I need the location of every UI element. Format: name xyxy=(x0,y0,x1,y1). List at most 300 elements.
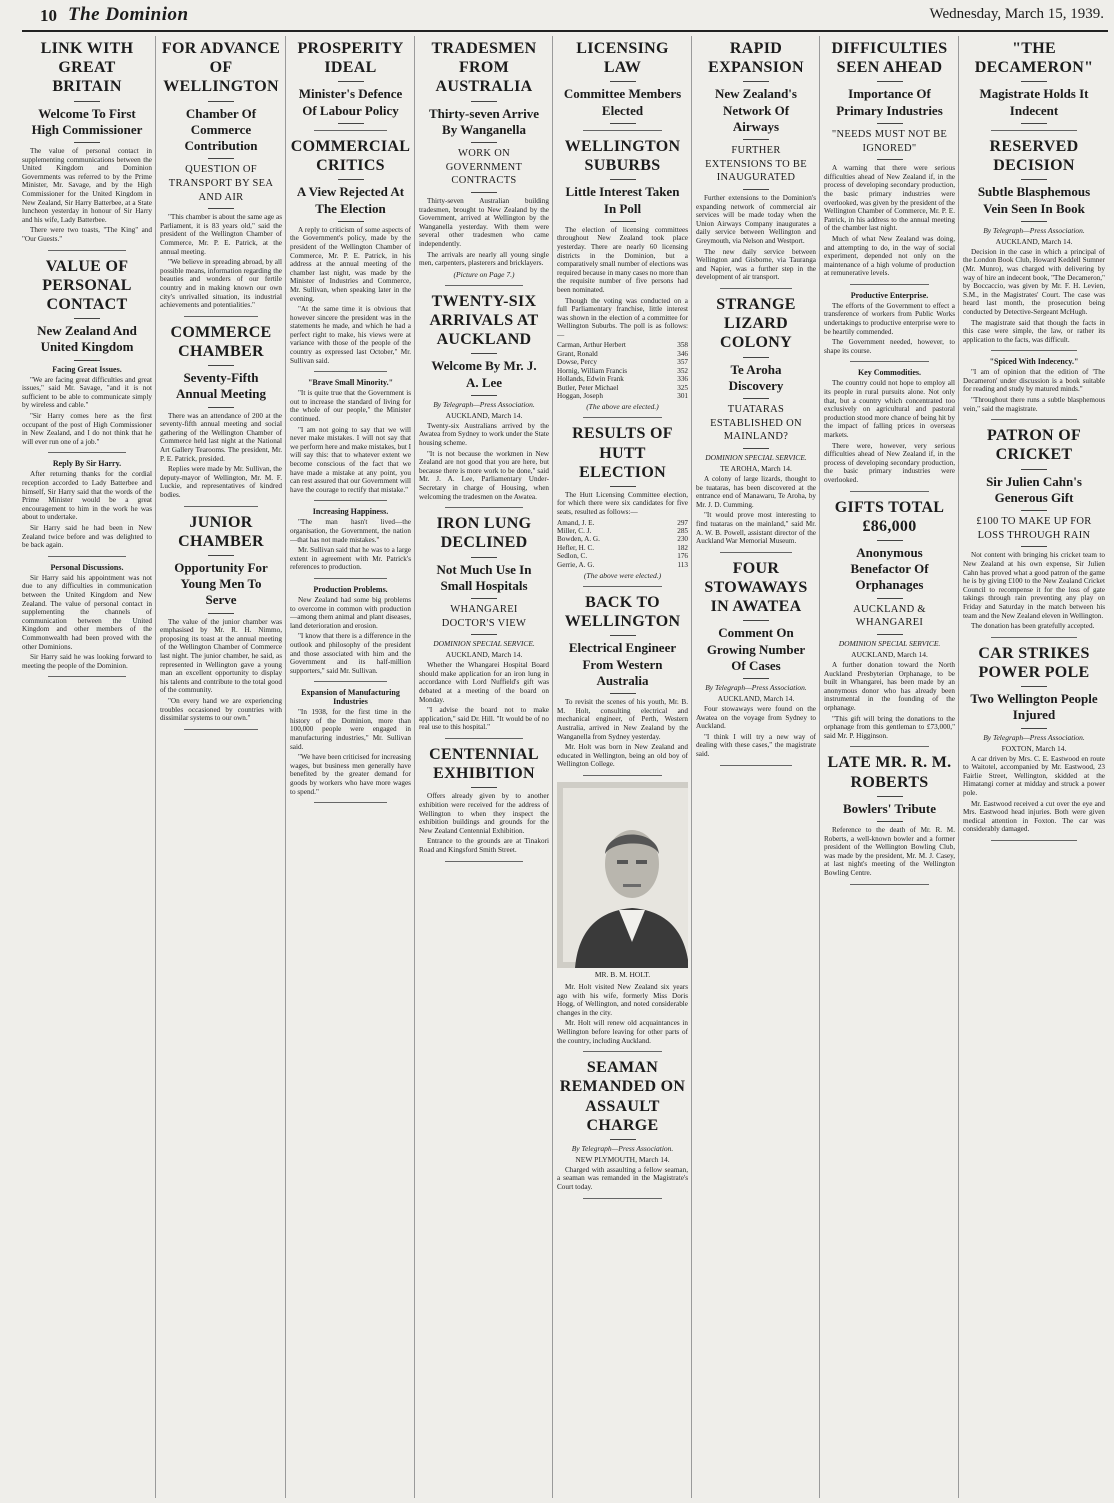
paragraph: The value of personal contact in supplementing communications between the United Kingdom and Dominion Governments was referred to by the Prime Minister, Mr. Savage, and by the High Commissioner for the United Kingdom in New Zealand, Sir Harry Batterbee, at a State luncheon yesterday in honour of Sir Harry and his wife, Lady Batterbee. xyxy=(22,147,152,224)
subheadline-dash xyxy=(1021,221,1047,222)
section-heading: Production Problems. xyxy=(313,584,388,594)
subheadline: Welcome By Mr. J. A. Lee xyxy=(431,358,537,390)
candidate-name: Sedlon, C. xyxy=(557,552,588,561)
paragraph: The election of licensing committees throughout New Zealand took place yesterday. There are nearly 60 licensing districts in the Dominion, but a comparatively small number of elections was required because in many cases no more than the requisite number of five persons had been nominated. xyxy=(557,225,688,294)
deck-dash xyxy=(743,448,769,449)
paragraph: "This gift will bring the donations to the orphanage from this gentleman to £73,000," said Mr. P. Higginson. xyxy=(824,714,955,740)
paragraph: "At the same time it is obvious that however sincere the president was in the statements he made, and which he had a perfect right to make, his views were at variance with those of the people of the country as expressed last October," Mr. Sullivan said. xyxy=(290,305,411,365)
paragraph: Though the voting was conducted on a full Parliamentary franchise, little interest was shown in the election of a committee for Wellington Suburbs. The poll is as follows:— xyxy=(557,296,688,339)
article-end-rule xyxy=(583,1198,662,1199)
candidate-votes: 301 xyxy=(677,391,688,400)
headline-dash xyxy=(743,620,769,621)
poll-row xyxy=(557,367,688,375)
candidate-votes: 113 xyxy=(677,560,688,569)
headline-dash xyxy=(610,486,636,487)
paragraph: "We have been criticised for increasing wages, but business men generally have benefited by the greater demand for goods by workers who have more wages to spend." xyxy=(290,753,411,796)
paragraph: After returning thanks for the cordial reception accorded to Lady Batterbee and himself, Sir Harry said that the words of the Prime Minister would be a great encouragement to him in the work he was about to undertake. xyxy=(22,470,152,522)
paragraph: "I think I will try a new way of dealing with these cases," the magistrate said. xyxy=(696,732,816,758)
section-heading: "Spiced With Indecency." xyxy=(989,357,1079,367)
article xyxy=(824,753,955,884)
paragraph: Not content with bringing his cricket team to New Zealand at his own expense, Sir Julien Cahn has proved what a good patron of the game he is by giving £100 to the New Zealand Cricket Council to recompense it for the loss of gate takings through rain preventing any play on Friday and Saturday in the match between his team and the New Zealand eleven in Wellington. xyxy=(963,551,1105,620)
headline: PROSPERITY IDEAL xyxy=(297,40,404,77)
section-heading: Personal Discussions. xyxy=(50,562,124,572)
headline: RAPID EXPANSION xyxy=(708,40,804,77)
article xyxy=(419,745,549,862)
headline-dash xyxy=(877,796,903,797)
headline: STRANGE LIZARD COLONY xyxy=(716,295,796,352)
headline: GIFTS TOTAL £86,000 xyxy=(834,498,945,535)
column-separator xyxy=(552,36,553,1498)
dateline: AUCKLAND, March 14. xyxy=(445,650,523,660)
article xyxy=(22,257,152,454)
candidate-name: Gerrie, A. G. xyxy=(557,560,595,569)
headline: LINK WITH GREAT BRITAIN xyxy=(40,40,134,96)
headline: "THE DECAMERON" xyxy=(974,40,1094,77)
candidate-votes: 176 xyxy=(677,552,688,561)
candidate-votes: 297 xyxy=(677,518,688,527)
paragraph: The magistrate said that though the facts in this case were simple, the law, or rather its application to the facts, was difficult. xyxy=(963,318,1105,344)
article-end-rule xyxy=(850,284,929,285)
headline-dash xyxy=(610,81,636,82)
article-end-rule xyxy=(48,676,126,677)
column-separator xyxy=(958,36,959,1498)
paragraph: The value of the junior chamber was emphasised by Mr. R. H. Nimmo, proposing its toast at the annual meeting of the Wellington Chamber of Commerce last night. The junior chamber, he said, as represented in Wellington gave a young man an excellent opportunity to display his talents and contribute to the total good of the community. xyxy=(160,617,282,695)
article-end-rule xyxy=(445,507,523,508)
subheadline-dash xyxy=(208,613,234,614)
deck-dash xyxy=(471,192,497,193)
article xyxy=(557,424,688,587)
section-heading: Key Commodities. xyxy=(857,368,922,378)
poll-row xyxy=(557,341,688,349)
article xyxy=(824,291,955,363)
subheadline-dash xyxy=(471,598,497,599)
paragraph: Mr. Holt will renew old acquaintances in Wellington before leaving for other parts of the country, including Auckland. xyxy=(557,1019,688,1045)
subheadline-dash xyxy=(208,158,234,159)
column-separator xyxy=(414,36,415,1498)
poll-note: (The above are elected.) xyxy=(586,402,659,412)
article-end-rule xyxy=(991,350,1076,351)
headline-dash xyxy=(74,101,100,102)
candidate-votes: 346 xyxy=(677,349,688,358)
candidate-name: Hornig, William Francis xyxy=(557,366,628,375)
article xyxy=(160,513,282,730)
subheadline: Electrical Engineer From Western Australia xyxy=(568,640,677,688)
paragraph: There were two toasts, "The King" and "Our Guests." xyxy=(22,226,152,243)
paragraph: Entrance to the grounds are at Tinakori Road and Kingsford Smith Street. xyxy=(419,837,549,854)
article-end-rule xyxy=(445,285,523,286)
article-end-rule xyxy=(445,861,523,862)
paragraph: Four stowaways were found on the Awatea on the voyage from Sydney to Auckland. xyxy=(696,705,816,731)
paragraph: "This chamber is about the same age as Parliament, it is 83 years old," said the president of the Wellington Chamber of Commerce, Mr. P. E. Patrick, at the annual meeting. xyxy=(160,213,282,256)
headline-dash xyxy=(338,179,364,180)
dateline: NEW PLYMOUTH, March 14. xyxy=(575,1154,670,1164)
headline: COMMERCIAL CRITICS xyxy=(290,137,411,175)
subheadline: New Zealand's Network Of Airways xyxy=(715,86,797,134)
subheadline-dash xyxy=(877,123,903,124)
deck-dash xyxy=(743,189,769,190)
headline: FOR ADVANCE OF WELLINGTON xyxy=(161,40,281,96)
headline-dash xyxy=(1021,81,1047,82)
issue-date: Wednesday, March 15, 1939. xyxy=(929,6,1104,22)
byline: By Telegraph—Press Association. xyxy=(983,732,1085,742)
candidate-name: Hefler, H. C. xyxy=(557,543,595,552)
paragraph: The arrivals are nearly all young single men, carpenters, plasterers and bricklayers. xyxy=(419,250,549,268)
dateline: AUCKLAND, March 14. xyxy=(995,236,1073,246)
subheadline: Not Much Use In Small Hospitals xyxy=(436,561,532,593)
headline: RESULTS OF HUTT ELECTION xyxy=(572,425,673,481)
subheadline: New Zealand And United Kingdom xyxy=(37,323,137,355)
subheadline: Importance Of Primary Industries xyxy=(836,86,943,118)
candidate-name: Hoggan, Joseph xyxy=(557,391,603,400)
poll-row xyxy=(557,552,688,560)
column-7 xyxy=(824,36,955,1498)
paragraph: Sir Harry said his appointment was not due to any difficulties in communication between the United Kingdom and New Zealand. The value of personal contact in supplementing the channels of communication between the United Kingdom and other members of the Commonwealth had been proved with the other Dominions. xyxy=(22,573,152,651)
deck: QUESTION OF TRANSPORT BY SEA AND AIR xyxy=(168,164,274,203)
paragraph: Mr. Eastwood received a cut over the eye and Mrs. Eastwood head injuries. Both were given medical attention in Foxton. The car was considerably damaged. xyxy=(963,799,1105,834)
subheadline-dash xyxy=(743,139,769,140)
article xyxy=(824,368,955,491)
subheadline: Anonymous Benefactor Of Orphanages xyxy=(850,544,929,593)
headline-dash xyxy=(208,101,234,102)
newspaper-name: The Dominion xyxy=(68,4,189,25)
candidate-votes: 230 xyxy=(677,535,688,544)
deck: "NEEDS MUST NOT BE IGNORED" xyxy=(831,128,948,154)
article-end-rule xyxy=(850,491,929,492)
column-2 xyxy=(160,36,282,1498)
headline-dash xyxy=(743,81,769,82)
paragraph: "I advise the board not to make application," said Dr. Hill. "It would be of no real use to this hospital." xyxy=(419,706,549,732)
byline: DOMINION SPECIAL SERVICE. xyxy=(838,638,941,648)
column-separator xyxy=(155,36,156,1498)
paragraph: A further donation toward the North Auckland Presbyterian Orphanage, to be built in Whangarei, has been made by an anonymous donor who has already been instrumental in the founding of the orphanage. xyxy=(824,660,955,712)
deck: TUATARAS ESTABLISHED ON MAINLAND? xyxy=(710,404,802,443)
deck: WORK ON GOVERNMENT CONTRACTS xyxy=(445,148,523,187)
candidate-name: Dowse, Percy xyxy=(557,358,597,367)
candidate-name: Miller, C. J. xyxy=(557,527,592,536)
dateline: AUCKLAND, March 14. xyxy=(445,410,523,420)
candidate-votes: 325 xyxy=(677,383,688,392)
paragraph: "Sir Harry comes here as the first occupant of the post of High Commissioner in New Zealand, and I do not think that he will ever run one of a job." xyxy=(22,412,152,446)
paragraph: A warning that there were serious difficulties ahead of New Zealand if, in the process of developing secondary production, the basic primary industries were overlooked, was given by the president of the Wellington Chamber of Commerce, Mr. P. E. Patrick, in his address to the annual meeting of the chamber last night. xyxy=(824,164,955,233)
subheadline: Thirty-seven Arrive By Wanganella xyxy=(428,105,540,137)
subheadline-dash xyxy=(610,693,636,694)
deck: AUCKLAND & WHANGAREI xyxy=(853,603,926,629)
page-number: 10 xyxy=(40,6,57,25)
paragraph: Mr. Holt visited New Zealand six years ago with his wife, formerly Miss Doris Hogg, of Wellington, and noted considerable changes in the city. xyxy=(557,982,688,1017)
paragraph: "I am of opinion that the edition of 'The Decameron' under discussion is a book suitable for reading and study by matured minds." xyxy=(963,368,1105,394)
article xyxy=(824,498,955,748)
candidate-votes: 358 xyxy=(677,341,688,350)
poll-row xyxy=(557,375,688,383)
subheadline-dash xyxy=(74,142,100,143)
candidate-name: Amand, J. E. xyxy=(557,518,595,527)
article xyxy=(419,514,549,739)
section-heading: Increasing Happiness. xyxy=(312,507,389,517)
headline-dash xyxy=(743,357,769,358)
subheadline: Welcome To First High Commissioner xyxy=(31,105,143,137)
subheadline: Seventy-Fifth Annual Meeting xyxy=(176,370,266,402)
candidate-name: Hollands, Edwin Frank xyxy=(557,375,624,384)
dateline: FOXTON, March 14. xyxy=(1001,743,1067,753)
article xyxy=(963,39,1105,131)
article xyxy=(557,1058,688,1199)
deck-dash xyxy=(471,634,497,635)
subheadline-dash xyxy=(610,123,636,124)
portrait-photo xyxy=(557,782,688,968)
headline-dash xyxy=(471,353,497,354)
poll-row xyxy=(557,544,688,552)
poll-note: (The above were elected.) xyxy=(583,571,662,581)
article xyxy=(290,688,411,803)
article-end-rule xyxy=(720,765,792,766)
article xyxy=(22,39,152,251)
picture-note: (Picture on Page 7.) xyxy=(453,269,515,279)
poll-row xyxy=(557,561,688,569)
subheadline-dash xyxy=(1021,123,1047,124)
section-heading: Expansion of Manufacturing Industries xyxy=(301,688,400,707)
paragraph: The donation has been gratefully accepted. xyxy=(971,622,1095,631)
deck: FURTHER EXTENSIONS TO BE INAUGURATED xyxy=(705,145,807,184)
paragraph: There were, however, very serious difficulties ahead of New Zealand if, in the process of developing secondary production, the basic primary industries were overlooked. xyxy=(824,441,955,484)
headline: LATE MR. R. M. ROBERTS xyxy=(827,754,952,791)
headline: CAR STRIKES POWER POLE xyxy=(978,644,1090,681)
subheadline-dash xyxy=(338,221,364,222)
deck: £100 TO MAKE UP FOR LOSS THROUGH RAIN xyxy=(976,516,1092,541)
poll-row xyxy=(557,519,688,527)
article-end-rule xyxy=(184,506,257,507)
subheadline-dash xyxy=(743,398,769,399)
subheadline-dash xyxy=(471,142,497,143)
paragraph: The country could not hope to employ all its people in rural pursuits alone. Not only that, but a country which concentrated too exclusively on agricultural and pastoral production stood more chance of being hit by the impact of falling prices in overseas markets. xyxy=(824,379,955,439)
article-end-rule xyxy=(48,556,126,557)
subheadline-dash xyxy=(610,221,636,222)
article-end-rule xyxy=(314,802,387,803)
article xyxy=(290,137,411,372)
poll-row xyxy=(557,384,688,392)
subheadline-dash xyxy=(338,123,364,124)
article xyxy=(22,563,152,678)
paragraph: There was an attendance of 200 at the seventy-fifth annual meeting and social gathering of the Wellington Chamber of Commerce held last night at the National Art Gallery Tearooms. The president, Mr. P. E. Patrick, presided. xyxy=(160,411,282,463)
byline: By Telegraph—Press Association. xyxy=(983,225,1085,235)
column-separator xyxy=(819,36,820,1498)
headline-dash xyxy=(1021,686,1047,687)
article xyxy=(557,137,688,418)
subheadline: Te Aroha Discovery xyxy=(728,361,784,393)
candidate-votes: 336 xyxy=(677,375,688,384)
subheadline: Two Wellington People Injured xyxy=(970,691,1098,723)
article-end-rule xyxy=(850,746,929,747)
article xyxy=(963,357,1105,420)
article xyxy=(290,378,411,501)
headline: SEAMAN REMANDED ON ASSAULT CHARGE xyxy=(559,1059,686,1134)
paragraph: "The man hasn't lived—the organisation, the Government, the nation—that has not made mistakes." xyxy=(290,518,411,544)
headline: COMMERCE CHAMBER xyxy=(170,323,272,360)
paragraph: "Throughout there runs a subtle blasphemous vein," said the magistrate. xyxy=(963,396,1105,413)
masthead-rule xyxy=(22,30,1108,32)
subheadline: Chamber Of Commerce Contribution xyxy=(184,105,258,154)
article-end-rule xyxy=(583,586,662,587)
byline: By Telegraph—Press Association. xyxy=(433,399,535,409)
article-end-rule xyxy=(583,1051,662,1052)
paragraph: Twenty-six Australians arrived by the Awatea from Sydney to work under the State housing scheme. xyxy=(419,421,549,447)
candidate-name: Butler, Peter Michael xyxy=(557,383,619,392)
headline: IRON LUNG DECLINED xyxy=(436,515,532,552)
article xyxy=(696,295,816,553)
paragraph: Much of what New Zealand was doing, and attempting to do, in the way of social experiment, depended not only on the maintenance of a high volume of production at remunerative levels. xyxy=(824,234,955,278)
candidate-votes: 357 xyxy=(677,358,688,367)
article xyxy=(419,292,549,508)
article-end-rule xyxy=(314,578,387,579)
headline: RESERVED DECISION xyxy=(989,137,1079,175)
article xyxy=(557,39,688,131)
subheadline-dash xyxy=(74,360,100,361)
headline: CENTENNIAL EXHIBITION xyxy=(429,746,539,783)
byline: By Telegraph—Press Association. xyxy=(705,683,807,693)
column-separator xyxy=(691,36,692,1498)
deck: WHANGAREI DOCTOR'S VIEW xyxy=(441,604,527,629)
subheadline: Subtle Blasphemous Vein Seen In Book xyxy=(977,184,1091,216)
paragraph: To revisit the scenes of his youth, Mr. B. M. Holt, consulting electrical and mechanical engineer, of Perth, Western Australia, arrived in New Zealand by the Wanganella from Sydney yesterday. xyxy=(557,698,688,741)
deck-dash xyxy=(877,159,903,160)
subheadline-dash xyxy=(1021,728,1047,729)
paragraph: "In 1938, for the first time in the history of the Dominion, more than 100,000 people were engaged in manufacturing industries," Mr. Sullivan said. xyxy=(290,708,411,751)
headline: WELLINGTON SUBURBS xyxy=(564,137,681,175)
article-end-rule xyxy=(991,637,1076,638)
article-end-rule xyxy=(850,361,929,362)
paragraph: Reference to the death of Mr. R. M. Roberts, a well-known bowler and a former president of the Wellington Bowling Club, was made by the president, Mr. M. J. Casey, at last night's meeting of the Wellington Bowling Centre. xyxy=(824,825,955,877)
article-end-rule xyxy=(991,419,1076,420)
paragraph: "We are facing great difficulties and great issues," said Mr. Savage, "and it is not sufficient to be able to communicate simply by wireless and cable." xyxy=(22,375,152,410)
headline-dash xyxy=(338,81,364,82)
paragraph: Mr. Sullivan said that he was to a large extent in agreement with Mr. Patrick's references to production. xyxy=(290,546,411,572)
article-end-rule xyxy=(583,775,662,776)
paragraph: A colony of large lizards, thought to be tuataras, has been discovered at the entrance end of Manawaru, Te Aroha, by Mr. J. D. Cumming. xyxy=(696,474,816,509)
headline: TRADESMEN FROM AUSTRALIA xyxy=(431,40,537,96)
article xyxy=(696,559,816,766)
poll-row xyxy=(557,535,688,543)
subheadline: Opportunity For Young Men To Serve xyxy=(174,559,268,608)
deck-dash xyxy=(208,208,234,209)
article xyxy=(963,426,1105,638)
headline-dash xyxy=(471,557,497,558)
paragraph: "I am not going to say that we will never make mistakes. I will not say that we perform here and make mistakes, but I will say this: that to whatever extent we become conscious of the fact that we have made a mistake at any point, you can rest assured that our Government will have the courage to rectify that mistake." xyxy=(290,425,411,494)
dateline: AUCKLAND, March 14. xyxy=(851,649,928,659)
paragraph: "It is quite true that the Government is out to increase the standard of living for the whole of our people," the Minister continued. xyxy=(290,389,411,424)
article xyxy=(160,323,282,507)
article-end-rule xyxy=(314,371,387,372)
paragraph: Sir Harry said he was looking forward to meeting the people of the Dominion. xyxy=(22,653,152,670)
subheadline: A View Rejected At The Election xyxy=(296,184,405,216)
candidate-name: Bowden, A. G. xyxy=(557,535,600,544)
candidate-votes: 182 xyxy=(677,543,688,552)
paragraph: The efforts of the Government to effect a transference of workers from Public Works undertakings to productive enterprise were to be heartily commended. xyxy=(824,301,955,336)
headline-dash xyxy=(610,179,636,180)
paragraph: A car driven by Mrs. C. E. Eastwood en route to Waitotel, accompanied by Mr. Eastwood, 23 Fairlie Street, Wellington, skidded at the Himatangi corner at midday and struck a power pole. xyxy=(963,754,1105,797)
paragraph: New Zealand had some big problems to overcome in common with production—among them animal and plant diseases, land deterioration and erosion. xyxy=(290,595,411,630)
headline-dash xyxy=(471,101,497,102)
article-end-rule xyxy=(720,288,792,289)
subheadline: Sir Julien Cahn's Generous Gift xyxy=(986,473,1082,505)
column-5 xyxy=(557,36,688,1498)
column-8 xyxy=(963,36,1105,1498)
headline-dash xyxy=(74,318,100,319)
poll-row xyxy=(557,392,688,400)
article-end-rule xyxy=(184,316,257,317)
headline: TWENTY-SIX ARRIVALS AT AUCKLAND xyxy=(429,292,539,349)
article xyxy=(696,39,816,289)
section-heading: "Brave Small Minority." xyxy=(307,378,394,388)
headline-dash xyxy=(610,1139,636,1140)
subheadline: Magistrate Holds It Indecent xyxy=(979,86,1089,118)
headline-dash xyxy=(877,540,903,541)
column-separator xyxy=(285,36,286,1498)
headline-dash xyxy=(208,555,234,556)
column-6 xyxy=(696,36,816,1498)
headline: DIFFICULTIES SEEN AHEAD xyxy=(831,40,948,77)
subheadline-dash xyxy=(743,678,769,679)
subheadline: Bowlers' Tribute xyxy=(842,800,937,816)
candidate-name: Carman, Arthur Herbert xyxy=(557,341,626,350)
paragraph: "We believe in spreading abroad, by all possible means, information regarding the beauties and wonders of our fertile country and in making known our own city's unrivalled situation, its industrial achievements and potentialities." xyxy=(160,258,282,310)
paragraph: Charged with assaulting a fellow seaman, a seaman was remanded in the Magistrate's Court today. xyxy=(557,1165,688,1192)
subheadline-dash xyxy=(208,407,234,408)
article xyxy=(160,39,282,317)
paragraph: The Hutt Licensing Committee election, for which there were six candidates for five seats, resulted as follows:— xyxy=(557,490,688,517)
paragraph: "It is not because the workmen in New Zealand are not good that you are here, but because there is more work to be done," said Mr. J. A. Lee, Parliamentary Under-Secretary in charge of Housing, when welcoming the tradesmen on the Awatea. xyxy=(419,449,549,501)
article-end-rule xyxy=(314,681,387,682)
masthead xyxy=(10,4,1110,28)
subheadline-dash xyxy=(471,395,497,396)
paragraph: "On every hand we are experiencing troubles occasioned by countries with dissimilar systems to our own." xyxy=(160,697,282,723)
poll-results xyxy=(557,341,688,400)
section-heading: Facing Great Issues. xyxy=(52,364,122,374)
article xyxy=(290,585,411,682)
article xyxy=(290,39,411,131)
article xyxy=(963,644,1105,841)
headline: LICENSING LAW xyxy=(576,40,669,77)
article-end-rule xyxy=(583,130,662,131)
subheadline-dash xyxy=(1021,510,1047,511)
poll-row xyxy=(557,358,688,366)
candidate-votes: 285 xyxy=(677,527,688,536)
headline: JUNIOR CHAMBER xyxy=(178,513,264,550)
article-end-rule xyxy=(991,130,1076,131)
subheadline: Little Interest Taken In Poll xyxy=(565,184,680,216)
poll-row xyxy=(557,350,688,358)
article-end-rule xyxy=(720,552,792,553)
section-heading: Reply By Sir Harry. xyxy=(52,459,122,469)
paragraph: A reply to criticism of some aspects of the Government's policy, made by the president of the Wellington Chamber of Commerce, Mr. P. E. Patrick, in his address at the annual meeting of the chamber last night, was made by the Minister of Industries and Commerce, Mr. Sullivan, when speaking later in the evening. xyxy=(290,225,411,303)
byline: By Telegraph—Press Association. xyxy=(571,1143,674,1153)
photo-caption: MR. B. M. HOLT. xyxy=(594,969,651,979)
headline: FOUR STOWAWAYS IN AWATEA xyxy=(704,559,808,616)
article-end-rule xyxy=(48,250,126,251)
subheadline: Comment On Growing Number Of Cases xyxy=(706,625,806,673)
article xyxy=(557,593,688,776)
article xyxy=(824,39,955,285)
article-end-rule xyxy=(991,840,1076,841)
column-3 xyxy=(290,36,411,1498)
subheadline-dash xyxy=(877,598,903,599)
candidate-name: Grant, Ronald xyxy=(557,349,598,358)
headline-dash xyxy=(1021,469,1047,470)
paragraph: The new daily service between Wellington and Gisborne, via Tauranga and Napier, was a further step in the development of air transport. xyxy=(696,247,816,282)
headline-dash xyxy=(877,81,903,82)
candidate-votes: 352 xyxy=(677,366,688,375)
column-4 xyxy=(419,36,549,1498)
article xyxy=(963,137,1105,351)
byline: DOMINION SPECIAL SERVICE. xyxy=(433,639,535,649)
